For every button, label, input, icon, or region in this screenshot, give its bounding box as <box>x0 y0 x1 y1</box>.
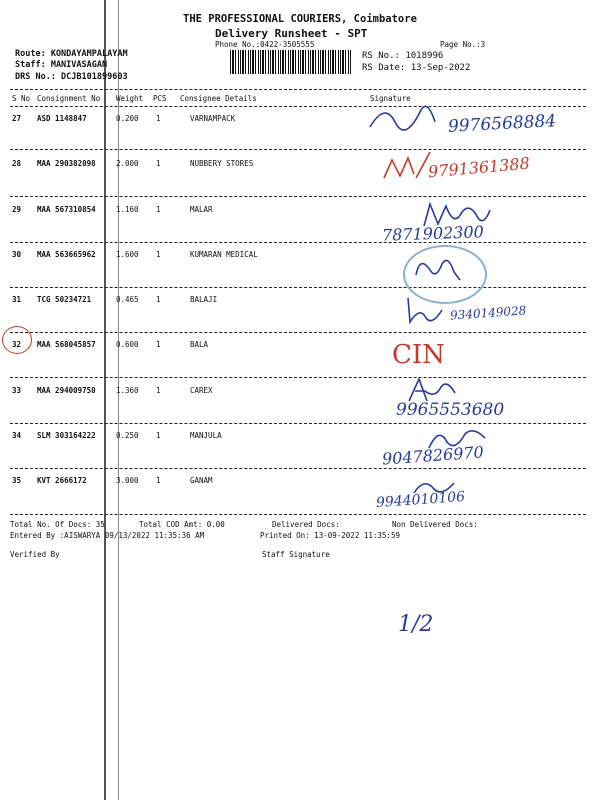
handwritten-phone-28: 9791361388 <box>427 153 531 182</box>
cell-weight: 0.200 <box>116 114 139 123</box>
printed-on: Printed On: 13-09-2022 11:35:59 <box>260 531 400 540</box>
col-pcs: PCS <box>153 94 167 103</box>
handwritten-status-32: CIN <box>392 340 445 370</box>
cell-weight: 1.360 <box>116 386 139 395</box>
handwritten-phone-35: 9944010106 <box>375 488 466 512</box>
staff-label: Staff: MANIVASAGAN <box>15 60 108 70</box>
total-docs: Total No. Of Docs: 35 <box>10 520 105 529</box>
phone-number: Phone No.:0422-3505555 <box>215 40 315 49</box>
cell-sno: 35 <box>12 476 22 485</box>
entered-by: Entered By :AISWARYA 09/13/2022 11:35:36 AM <box>10 531 205 540</box>
col-consignee: Consignee Details <box>180 94 257 103</box>
signature-scribble-27 <box>365 92 445 137</box>
cell-sno: 32 <box>12 340 22 349</box>
cell-consignee: MALAR <box>190 205 213 214</box>
cell-sno: 27 <box>12 114 22 123</box>
staff-signature: Staff Signature <box>262 550 330 559</box>
cell-sno: 28 <box>12 159 22 168</box>
cell-consignment: MAA 567310854 <box>37 205 96 214</box>
cell-consignee: CAREX <box>190 386 213 395</box>
non-delivered-docs: Non Delivered Docs: <box>392 520 478 529</box>
col-sno: S No <box>12 94 31 103</box>
verified-by: Verified By <box>10 550 60 559</box>
cell-pcs: 1 <box>156 250 161 259</box>
total-cod: Total COD Amt: 0.00 <box>139 520 225 529</box>
cell-weight: 0.250 <box>116 431 139 440</box>
row-divider <box>10 514 586 515</box>
cell-pcs: 1 <box>156 476 161 485</box>
cell-weight: 2.000 <box>116 159 139 168</box>
handwritten-phone-34: 9047826970 <box>381 442 485 469</box>
row-divider <box>10 149 586 150</box>
rs-number: RS No.: 1018996 <box>362 51 444 61</box>
header-rule-bottom <box>10 106 586 107</box>
cell-sno: 30 <box>12 250 22 259</box>
cell-pcs: 1 <box>156 295 161 304</box>
delivered-docs: Delivered Docs: <box>272 520 340 529</box>
cell-consignee: GANAM <box>190 476 213 485</box>
row-divider <box>10 332 586 333</box>
signature-scribble-31 <box>402 292 452 328</box>
row-divider <box>10 196 586 197</box>
handwritten-phone-31: 9340149028 <box>449 303 527 323</box>
cell-consignment: TCG 50234721 <box>37 295 92 304</box>
cell-sno: 29 <box>12 205 22 214</box>
cell-weight: 0.600 <box>116 340 139 349</box>
cell-consignee: KUMARAN MEDICAL <box>190 250 258 259</box>
cell-consignee: NUBBERY STORES <box>190 159 254 168</box>
cell-weight: 3.000 <box>116 476 139 485</box>
cell-consignment: KVT 2666172 <box>37 476 87 485</box>
runsheet-title: Delivery Runsheet - SPT <box>215 27 368 40</box>
handwritten-phone-27: 9976568884 <box>447 111 557 137</box>
drs-number: DRS No.: DCJB101899603 <box>15 72 128 82</box>
page-number: Page No.:3 <box>440 40 486 49</box>
cell-sno: 34 <box>12 431 22 440</box>
cell-sno: 33 <box>12 386 22 395</box>
cell-consignment: MAA 294009750 <box>37 386 96 395</box>
cell-consignment: ASD 1148847 <box>37 114 87 123</box>
header-rule-top <box>10 89 586 90</box>
row-divider <box>10 423 586 424</box>
cell-pcs: 1 <box>156 340 161 349</box>
col-signature: Signature <box>370 94 411 103</box>
cell-consignment: MAA 568045857 <box>37 340 96 349</box>
handwritten-page-note: 1/2 <box>398 612 434 637</box>
signature-scribble-30 <box>410 250 465 285</box>
handwritten-phone-33: 9965553680 <box>396 400 505 420</box>
cell-weight: 0.465 <box>116 295 139 304</box>
barcode-image <box>230 50 352 74</box>
row-divider <box>10 468 586 469</box>
cell-pcs: 1 <box>156 159 161 168</box>
cell-consignment: MAA 290382098 <box>37 159 96 168</box>
row-divider <box>10 287 586 288</box>
fold-line-left <box>104 0 106 800</box>
cell-pcs: 1 <box>156 431 161 440</box>
cell-pcs: 1 <box>156 114 161 123</box>
cell-weight: 1.600 <box>116 250 139 259</box>
cell-sno: 31 <box>12 295 22 304</box>
cell-pcs: 1 <box>156 205 161 214</box>
cell-consignment: SLM 303164222 <box>37 431 96 440</box>
company-title: THE PROFESSIONAL COURIERS, Coimbatore <box>183 13 417 25</box>
cell-consignee: MANJULA <box>190 431 222 440</box>
circled-serial-mark <box>2 326 32 354</box>
rs-date: RS Date: 13-Sep-2022 <box>362 63 471 73</box>
col-weight: Weight <box>116 94 144 103</box>
cell-consignee: BALA <box>190 340 209 349</box>
row-divider <box>10 377 586 378</box>
row-divider <box>10 242 586 243</box>
cell-weight: 1.160 <box>116 205 139 214</box>
route-label: Route: KONDAYAMPALAYAM <box>15 49 128 59</box>
cell-consignee: BALAJI <box>190 295 218 304</box>
cell-consignee: VARNAMPACK <box>190 114 236 123</box>
cell-consignment: MAA 563665962 <box>37 250 96 259</box>
cell-pcs: 1 <box>156 386 161 395</box>
col-consignment: Consignment No <box>37 94 101 103</box>
handwritten-phone-29: 7871902300 <box>381 222 485 245</box>
